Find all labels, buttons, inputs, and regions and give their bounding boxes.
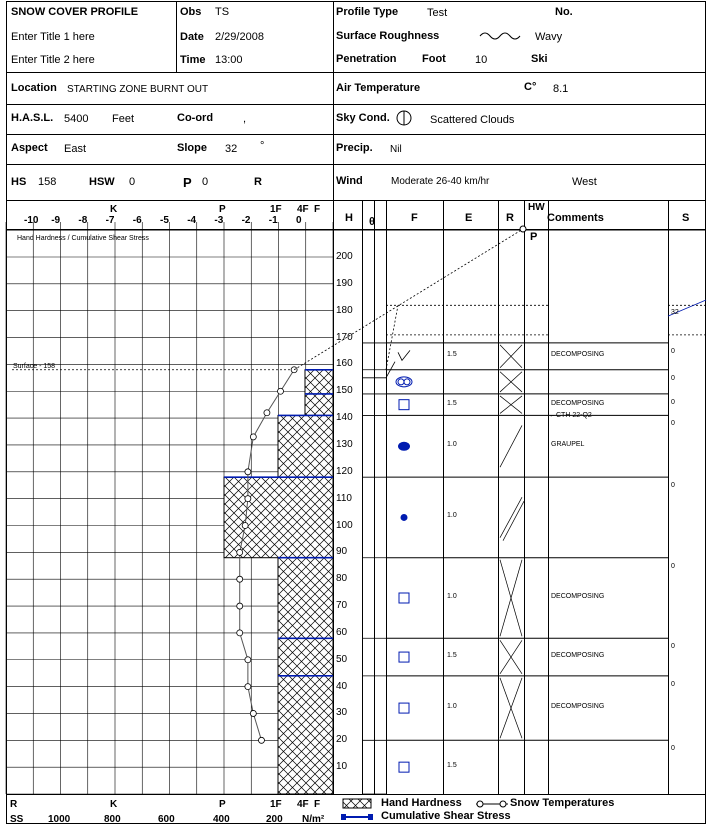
rounded-grain-icon	[401, 514, 408, 521]
title-1-field[interactable]: Enter Title 1 here	[11, 31, 95, 43]
footer-ss-400: 400	[213, 814, 230, 825]
resistance-mark	[503, 501, 524, 541]
air-temperature-line	[294, 229, 523, 370]
hsw-label: HSW	[89, 176, 115, 188]
footer-ss-800: 800	[104, 814, 121, 825]
air-temperature-marker	[520, 226, 526, 232]
temp-scale-label: -7	[105, 215, 115, 226]
time-label: Time	[180, 54, 206, 66]
r-label: R	[254, 176, 262, 188]
snow-temperature-marker	[237, 603, 243, 609]
snow-temperature-marker	[250, 710, 256, 716]
height-tick-label: 160	[336, 358, 353, 370]
air-temp-unit: C°	[524, 81, 537, 93]
hardness-p-label: P	[219, 204, 226, 215]
chart-legend-text: Hand Hardness / Cumulative Shear Stress	[17, 235, 149, 242]
p-label: P	[183, 175, 192, 190]
stability-value: 0	[671, 398, 675, 406]
form-title: SNOW COVER PROFILE	[11, 6, 139, 18]
snow-temperature-marker	[258, 737, 264, 743]
temp-scale-label: -4	[187, 215, 197, 226]
precip-value[interactable]: Nil	[390, 144, 402, 155]
hand-hardness-bar	[305, 394, 333, 415]
faceted-grain-icon	[399, 762, 409, 772]
stability-value: 0	[671, 745, 675, 753]
obs-value[interactable]: TS	[215, 6, 230, 18]
slope-unit: °	[260, 140, 265, 152]
hardness-4f-label: 4F	[297, 204, 309, 215]
faceted-grain-icon	[399, 652, 409, 662]
slope-angle-note: 32	[671, 309, 679, 316]
hsw-value[interactable]: 0	[129, 176, 136, 188]
wind-direction[interactable]: West	[572, 176, 597, 188]
height-tick-label: 60	[336, 626, 348, 638]
hand-hardness-bar	[278, 638, 333, 676]
footer-k-label: K	[110, 799, 118, 810]
col-header-h: H	[345, 212, 353, 224]
stability-value: 0	[671, 562, 675, 570]
footer-p-label: P	[219, 799, 226, 810]
footer-r-label: R	[10, 799, 18, 810]
snow-temperature-marker	[237, 576, 243, 582]
height-tick-label: 200	[336, 251, 353, 262]
legend-snow-temperatures: Snow Temperatures	[510, 797, 615, 809]
sky-cond-label: Sky Cond.	[336, 112, 390, 124]
graupel-icon	[398, 442, 410, 451]
stability-test-note: ←CTH 22-Q2	[549, 412, 592, 419]
snow-temperature-marker	[237, 549, 243, 555]
snow-temperature-marker	[278, 388, 284, 394]
footer-4f-label: 4F	[297, 799, 309, 810]
grain-size: 1.0	[447, 441, 457, 449]
penetration-foot-label: Foot	[422, 53, 446, 65]
layer-comment: DECOMPOSING	[551, 703, 605, 711]
faceted-grain-icon	[399, 703, 409, 713]
temp-scale-label: -5	[160, 215, 169, 226]
wind-label: Wind	[336, 175, 363, 187]
height-tick-label: 40	[336, 680, 348, 692]
height-tick-label: 20	[336, 734, 348, 746]
snow-temperature-marker	[245, 469, 251, 475]
penetration-label: Penetration	[336, 53, 397, 65]
height-tick-label: 120	[336, 465, 353, 477]
temp-scale-label: -2	[241, 215, 251, 226]
col-header-p: P	[530, 231, 538, 243]
hasl-unit: Feet	[112, 113, 135, 125]
coord-label: Co-ord	[177, 112, 214, 124]
profile-type-value[interactable]: Test	[427, 7, 448, 19]
height-tick-label: 170	[336, 331, 353, 343]
col-header-f: F	[411, 212, 418, 224]
height-tick-label: 150	[336, 385, 353, 397]
col-header-r: R	[506, 212, 514, 224]
layer-comment: DECOMPOSING	[551, 351, 605, 359]
height-tick-label: 30	[336, 707, 348, 719]
hasl-value[interactable]: 5400	[64, 113, 89, 125]
footer-f-label: F	[314, 799, 321, 810]
height-tick-label: 140	[336, 412, 353, 424]
hs-label: HS	[11, 176, 27, 188]
p-value[interactable]: 0	[202, 176, 209, 188]
height-tick-label: 70	[336, 600, 348, 612]
snow-temperature-marker	[245, 657, 251, 663]
legend-cumulative-shear: Cumulative Shear Stress	[381, 810, 511, 822]
grain-size: 1.5	[447, 652, 457, 660]
snow-temperature-marker	[245, 496, 251, 502]
obs-label: Obs	[180, 6, 202, 18]
slope-value[interactable]: 32	[225, 143, 238, 155]
hs-value[interactable]: 158	[38, 176, 57, 188]
height-tick-label: 110	[336, 492, 352, 504]
grain-size: 1.5	[447, 762, 457, 770]
air-temp-value[interactable]: 8.1	[553, 83, 569, 95]
surface-label: Surface - 158	[13, 363, 56, 370]
time-value[interactable]: 13:00	[215, 54, 243, 66]
height-tick-label: 180	[336, 304, 353, 316]
layer-comment: DECOMPOSING	[551, 652, 605, 660]
col-header-e: E	[465, 212, 473, 224]
layer-comment: DECOMPOSING	[551, 592, 605, 600]
faceted-grain-icon	[399, 400, 409, 410]
resistance-mark	[500, 497, 522, 538]
sky-cond-value[interactable]: Scattered Clouds	[430, 114, 515, 126]
precip-label: Precip.	[336, 142, 373, 154]
faceted-grain-icon	[399, 593, 409, 603]
height-tick-label: 10	[336, 761, 348, 773]
temp-scale-label: -9	[51, 215, 61, 226]
temp-scale-label: -6	[132, 215, 142, 226]
penetration-foot-value[interactable]: 10	[475, 54, 488, 66]
no-label: No.	[555, 6, 573, 18]
grain-size: 1.0	[447, 512, 457, 520]
hand-hardness-bar	[278, 558, 333, 639]
hardness-f-label: F	[314, 204, 321, 215]
profile-type-label: Profile Type	[336, 6, 399, 18]
layer-comment: DECOMPOSING	[551, 399, 605, 407]
title-2-field[interactable]: Enter Title 2 here	[11, 54, 95, 66]
snow-temperature-marker	[242, 523, 248, 529]
legend-hand-hardness: Hand Hardness	[381, 797, 462, 809]
snow-temperature-marker	[245, 684, 251, 690]
height-tick-label: 130	[336, 438, 353, 450]
date-label: Date	[180, 31, 204, 43]
ski-label: Ski	[531, 53, 548, 65]
grain-size: 1.5	[447, 399, 457, 407]
col-header-s: S	[682, 212, 690, 224]
height-tick-label: 90	[336, 546, 348, 558]
temp-scale-label: 0	[296, 215, 302, 226]
location-label: Location	[11, 82, 57, 94]
footer-ss-label: SS	[10, 814, 24, 825]
height-tick-label: 100	[336, 519, 353, 531]
hand-hardness-bar	[278, 676, 333, 794]
stability-value: 0	[671, 643, 675, 651]
date-value[interactable]: 2/29/2008	[215, 31, 264, 43]
hand-hardness-bar	[305, 370, 333, 394]
footer-1f-label: 1F	[270, 799, 282, 810]
col-header-hw: HW	[528, 202, 545, 213]
hand-hardness-bar	[278, 415, 333, 477]
rounded-grain-icon	[398, 379, 404, 385]
resistance-mark	[500, 425, 522, 467]
wind-value[interactable]: Moderate 26-40 km/hr	[391, 176, 490, 187]
aspect-label: Aspect	[11, 142, 48, 154]
height-tick-label: 80	[336, 573, 348, 585]
hardness-k-label: K	[110, 204, 118, 215]
coord-value[interactable]: ,	[243, 113, 247, 125]
col-header-theta: θ	[369, 216, 375, 228]
temp-scale-label: -10	[24, 215, 39, 226]
stability-value: 0	[671, 482, 675, 490]
height-tick-label: 190	[336, 277, 353, 289]
hardness-1f-label: 1F	[270, 204, 282, 215]
stability-value: 0	[671, 680, 675, 688]
aspect-value[interactable]: East	[64, 143, 87, 155]
temp-scale-label: -3	[214, 215, 224, 226]
layer-comment: GRAUPEL	[551, 441, 585, 449]
slope-label: Slope	[177, 142, 207, 154]
decomposing-grain-icon	[398, 350, 410, 360]
footer-ss-1000: 1000	[48, 814, 71, 825]
temp-scale-label: -8	[78, 215, 88, 226]
dashed-line	[386, 305, 398, 369]
grain-size: 1.0	[447, 703, 457, 711]
grain-size: 1.0	[447, 592, 457, 600]
stability-value: 0	[671, 374, 675, 382]
location-value[interactable]: STARTING ZONE BURNT OUT	[67, 84, 209, 95]
temp-scale-label: -1	[268, 215, 278, 226]
air-temp-label: Air Temperature	[336, 82, 421, 94]
grain-size: 1.5	[447, 351, 457, 359]
rounded-grain-icon	[404, 379, 410, 385]
snow-temperature-marker	[264, 410, 270, 416]
stability-value: 0	[671, 347, 675, 355]
col-header-comments: Comments	[547, 212, 604, 224]
stability-value: 0	[671, 420, 675, 428]
footer-ss-600: 600	[158, 814, 175, 825]
hand-hardness-bar	[224, 477, 333, 558]
hasl-label: H.A.S.L.	[11, 112, 54, 124]
surface-roughness-value[interactable]: Wavy	[535, 31, 563, 43]
snow-temperature-marker	[250, 434, 256, 440]
snow-temperature-marker	[237, 630, 243, 636]
footer-unit: N/m²	[302, 814, 325, 825]
height-tick-label: 50	[336, 653, 348, 665]
surface-roughness-label: Surface Roughness	[336, 30, 440, 42]
footer-ss-200: 200	[266, 814, 283, 825]
